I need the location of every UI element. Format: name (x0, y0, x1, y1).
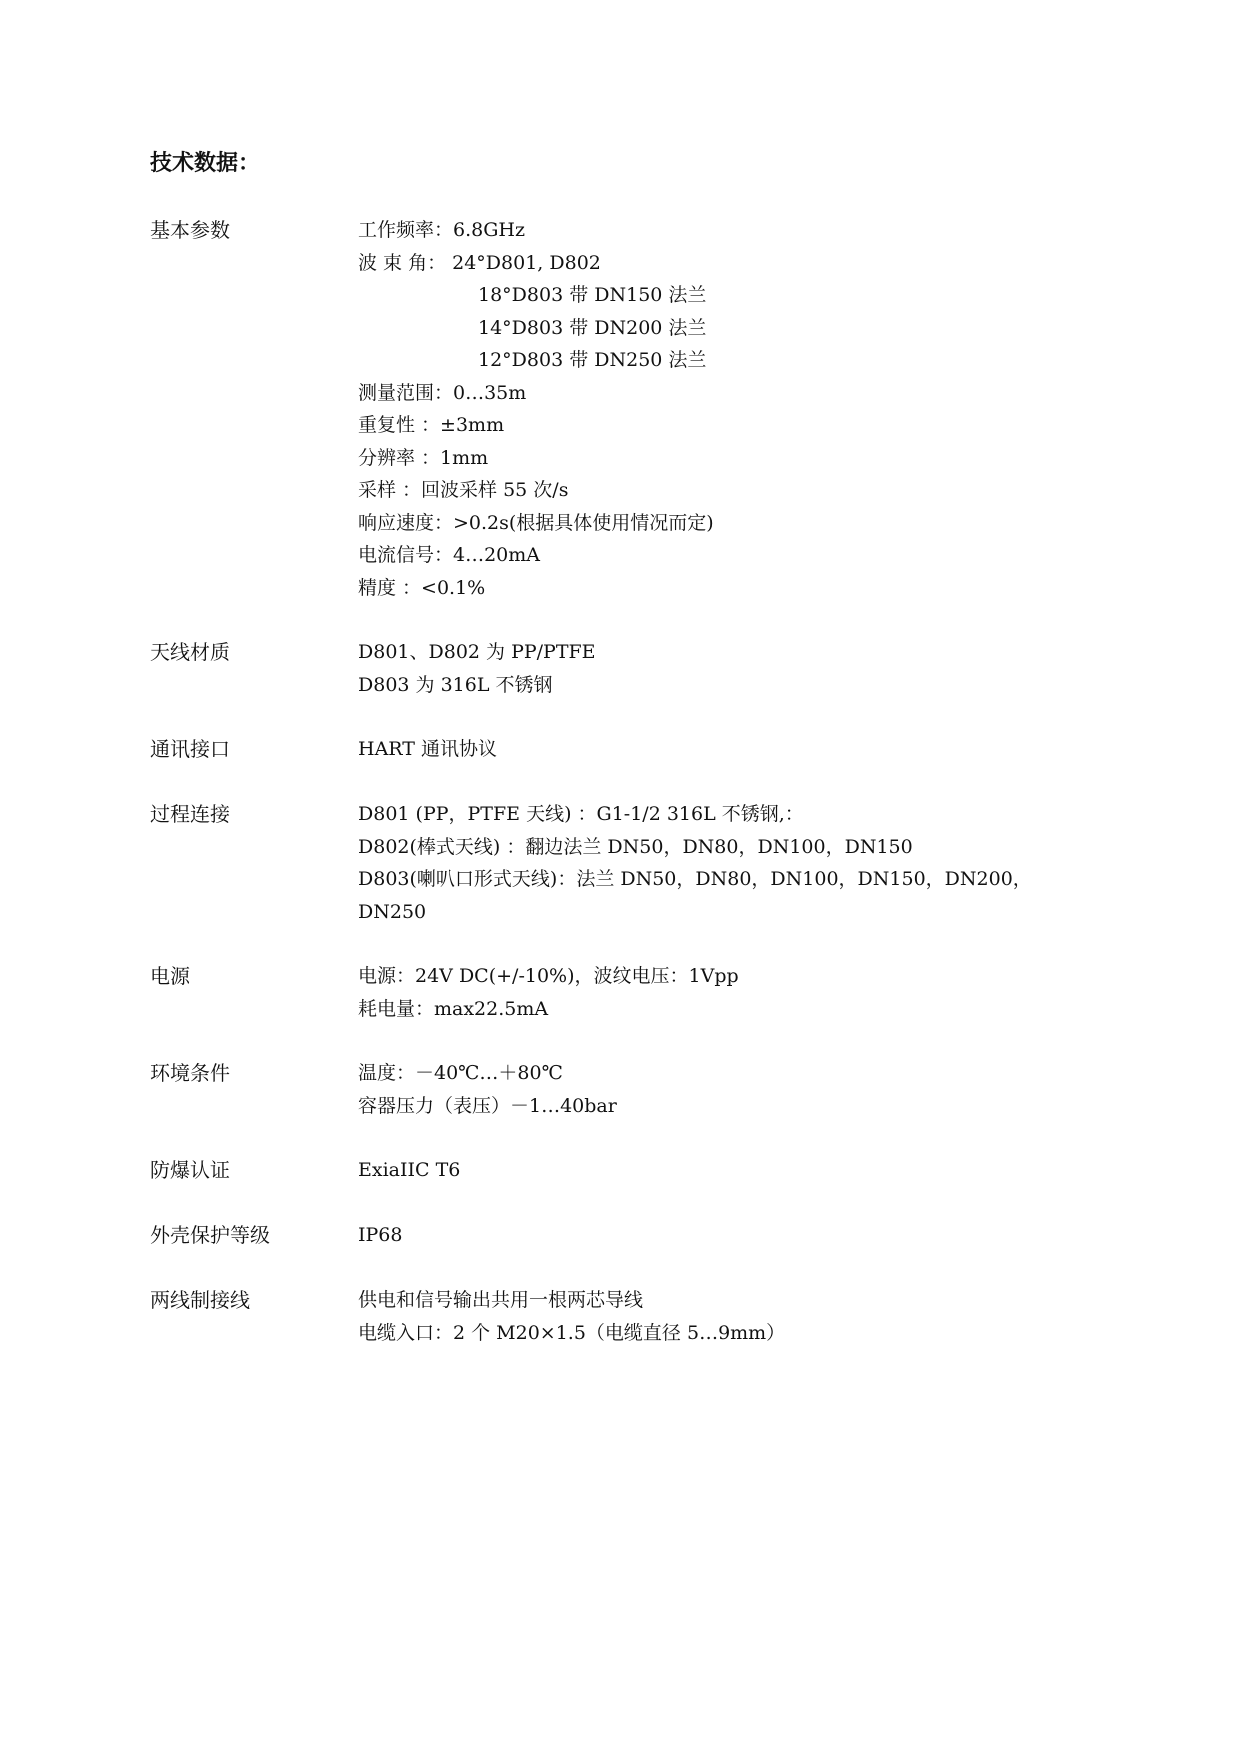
spec-line: 耗电量：max22.5mA (358, 997, 549, 1020)
section-label: 防爆认证 (150, 1158, 230, 1182)
spec-line: 测量范围：0…35m (358, 381, 527, 404)
spec-line: D802(棒式天线) ：翻边法兰 DN50，DN80，DN100，DN150 (358, 835, 913, 858)
spec-line: ExiaIIC T6 (358, 1159, 461, 1181)
section-content (358, 214, 1078, 604)
section-content (358, 733, 1078, 766)
spec-line: 精度 ：<0.1% (358, 576, 486, 599)
spec-line: 电缆入口：2 个 M20×1.5（电缆直径 5…9mm） (358, 1321, 786, 1344)
section-label: 基本参数 (150, 218, 230, 242)
spec-line: D801、D802 为 PP/PTFE (358, 641, 596, 663)
section-label: 过程连接 (150, 802, 230, 826)
spec-line: 采样 ：回波采样 55 次/s (358, 479, 569, 501)
section-content (358, 960, 1078, 1025)
spec-line: 容器压力（表压）－1…40bar (358, 1094, 617, 1117)
section-content (358, 1154, 1078, 1187)
spec-line: 温度：－40℃…＋80℃ (358, 1062, 563, 1084)
spec-line: 波 束 角： 24°D801, D802 (358, 251, 601, 274)
spec-line: D801 (PP，PTFE 天线) ：G1-1/2 316L 不锈钢,： (358, 803, 804, 825)
section-label: 外壳保护等级 (150, 1223, 270, 1247)
spec-line: D803(喇叭口形式天线)：法兰 DN50，DN80，DN100，DN150，DN200，DN250 (358, 868, 1032, 923)
section-label: 电源 (150, 964, 190, 988)
spec-line: 12°D803 带 DN250 法兰 (478, 349, 707, 371)
section-content (358, 1219, 1078, 1252)
spec-line: D803 为 316L 不锈钢 (358, 673, 553, 696)
spec-line: 分辨率 ：1mm (358, 446, 489, 469)
spec-line: 18°D803 带 DN150 法兰 (478, 284, 707, 306)
spec-line: 电源：24V DC(+/-10%)，波纹电压：1Vpp (358, 965, 739, 987)
section-label: 两线制接线 (150, 1288, 250, 1312)
section-label: 环境条件 (150, 1061, 230, 1085)
section-label: 通讯接口 (150, 737, 230, 761)
section-content (358, 798, 1078, 928)
page-title: 技术数据： (150, 151, 261, 176)
spec-line: 响应速度：>0.2s(根据具体使用情况而定) (358, 511, 714, 534)
section-content (358, 636, 1078, 701)
spec-line: HART 通讯协议 (358, 738, 497, 760)
section-content (358, 1284, 1078, 1349)
spec-line: 14°D803 带 DN200 法兰 (478, 316, 707, 339)
spec-line: IP68 (358, 1224, 403, 1246)
section-label: 天线材质 (150, 640, 230, 664)
spec-line: 供电和信号输出共用一根两芯导线 (358, 1289, 644, 1311)
section-content (358, 1057, 1078, 1122)
spec-line: 工作频率：6.8GHz (358, 219, 525, 241)
spec-line: 电流信号：4…20mA (358, 544, 541, 566)
spec-line: 重复性 ：±3mm (358, 414, 505, 436)
